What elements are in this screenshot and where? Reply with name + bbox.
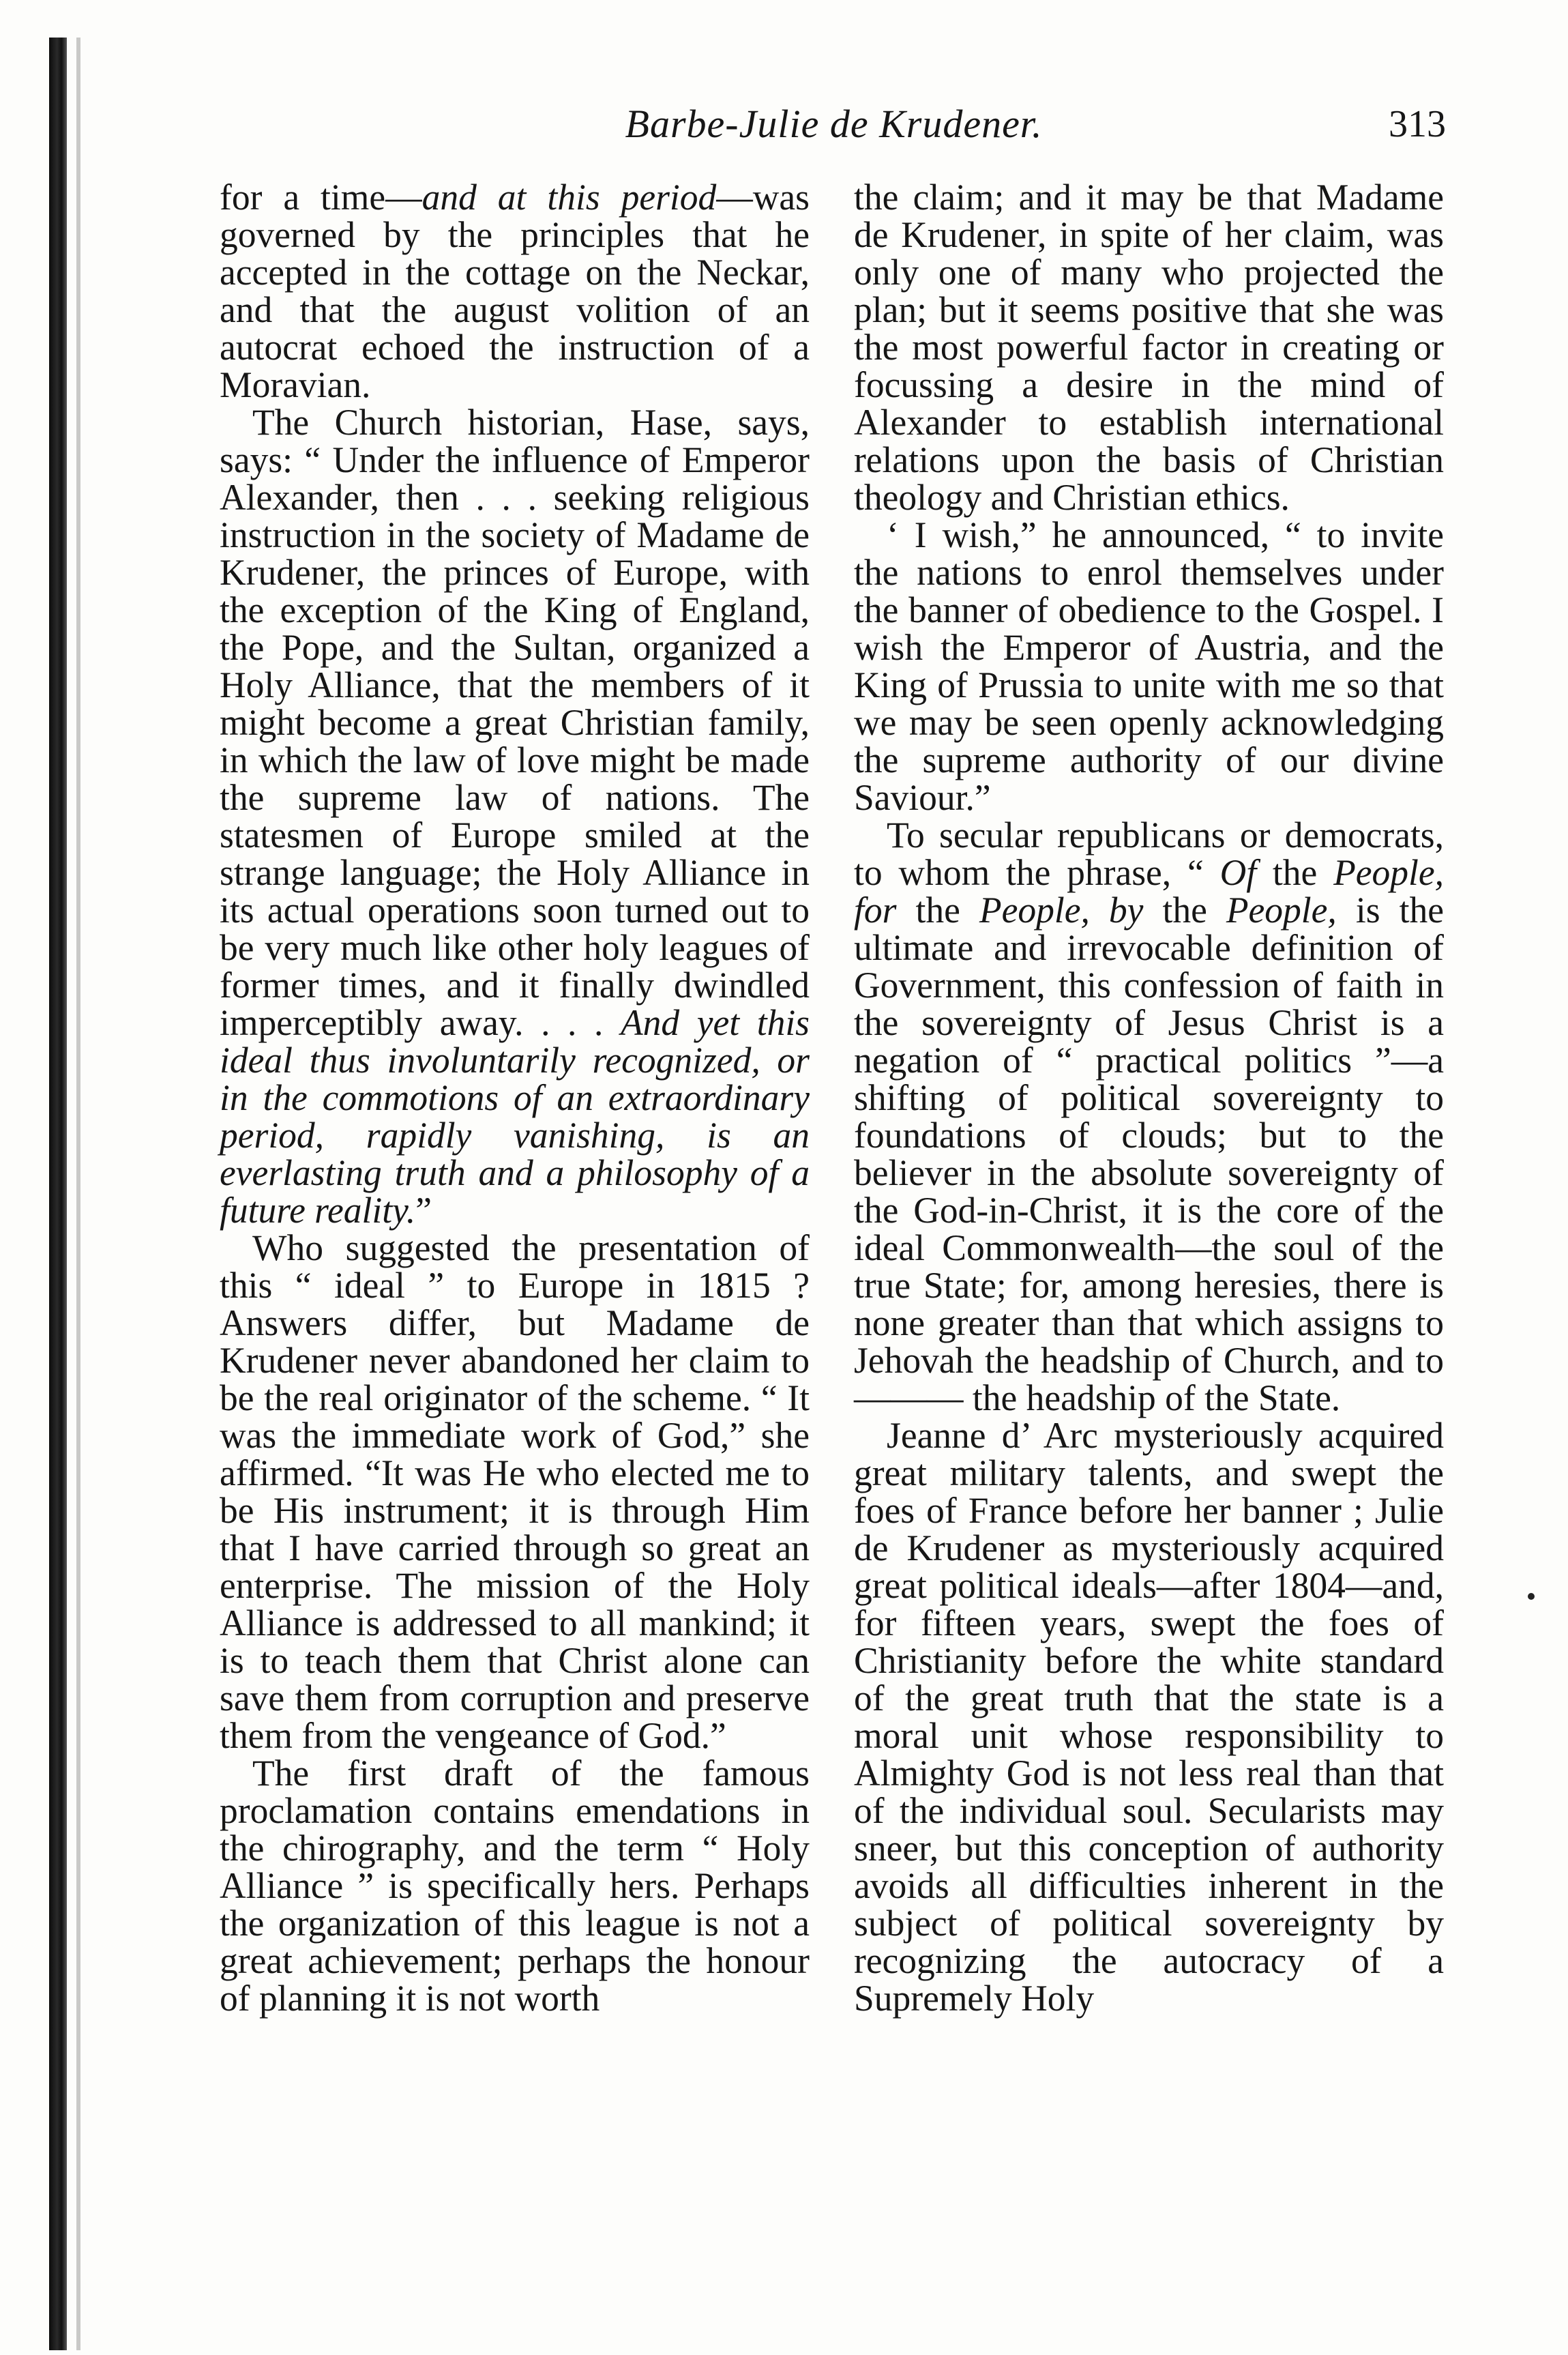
page-number: 313 xyxy=(1389,103,1446,145)
binding-shadow xyxy=(76,38,80,2350)
paragraph: for a time—and at this period—was governed by the principles that he accepted in the cottage on the Neckar, and that the august volition of an autocrat echoed the instruction of a Moravian. xyxy=(220,177,810,405)
left-column xyxy=(220,179,810,2017)
book-binding-edge xyxy=(49,38,67,2350)
paragraph: The first draft of the famous proclamation contains emendations in the chirography, and the term “ Holy Alliance ” is specifically hers. Perhaps the organization of this league is not a great achievement; perhaps the honour of planning it is not worth xyxy=(220,1753,810,2019)
paragraph: Jeanne d’ Arc mysteriously acquired great military talents, and swept the foes of France before her banner ; Julie de Krudener as mysteriously acquired great political ideals—after 1804—and, for fifteen years, swept the foes of Christianity before the white standard of the great truth that the state is a moral unit whose responsibility to Almighty God is not less real than that of the individual soul. Secularists may sneer, but this conception of authority avoids all difficulties inherent in the subject of political sovereignty by recognizing the autocracy of a Supremely Holy xyxy=(854,1415,1444,2019)
running-title: Barbe-Julie de Krudener. xyxy=(625,102,1043,146)
paragraph: ‘ I wish,” he announced, “ to invite the nations to enrol themselves under the banner of obedience to the Gospel. I wish the Emperor of Austria, and the King of Prussia to unite with me so that we may be seen openly acknowledging the supreme authority of our divine Saviour.” xyxy=(854,514,1444,818)
page-header xyxy=(222,97,1446,151)
ink-speck xyxy=(1528,1593,1535,1600)
right-column xyxy=(854,179,1444,2017)
paragraph: To secular republicans or democrats, to whom the phrase, “ Of the People, for the People, by the People, is the ultimate and irrevocable definition of Government, this confession of faith in the sovereignty of Jesus Christ is a negation of “ practical politics ”—a shifting of political sovereignty to foundations of clouds; but to the believer in the absolute sovereignty of the God-in-Christ, it is the core of the ideal Commonwealth—the soul of the true State; for, among heresies, there is none greater than that which assigns to Jehovah the headship of Church, and to ——— the headship of the State. xyxy=(854,815,1444,1418)
paragraph: The Church historian, Hase, says, says: “ Under the influence of Emperor Alexander, then . . . seeking religious instruction in the society of Madame de Krudener, the princes of Europe, with the exception of the King of England, the Pope, and the Sultan, organized a Holy Alliance, that the members of it might become a great Christian family, in which the law of love might be made the supreme law of nations. The statesmen of Europe smiled at the strange language; the Holy Alliance in its actual operations soon turned out to be very much like other holy leagues of former times, and it finally dwindled imperceptibly away. . . . And yet this ideal thus involuntarily recognized, or in the commotions of an extraordinary period, rapidly vanishing, is an everlasting truth and a philosophy of a future reality.” xyxy=(220,402,810,1231)
paragraph: the claim; and it may be that Madame de Krudener, in spite of her claim, was only one of many who projected the plan; but it seems positive that she was the most powerful factor in creating or focussing a desire in the mind of Alexander to establish international relations upon the basis of Christian theology and Christian ethics. xyxy=(854,177,1444,518)
paragraph: Who suggested the presentation of this “ ideal ” to Europe in 1815 ? Answers differ, but Madame de Krudener never abandoned her claim to be the real originator of the scheme. “ It was the immediate work of God,” she affirmed. “It was He who elected me to be His instrument; it is through Him that I have carried through so great an enterprise. The mission of the Holy Alliance is addressed to all mankind; it is to teach them that Christ alone can save them from corruption and preserve them from the vengeance of God.” xyxy=(220,1227,810,1756)
